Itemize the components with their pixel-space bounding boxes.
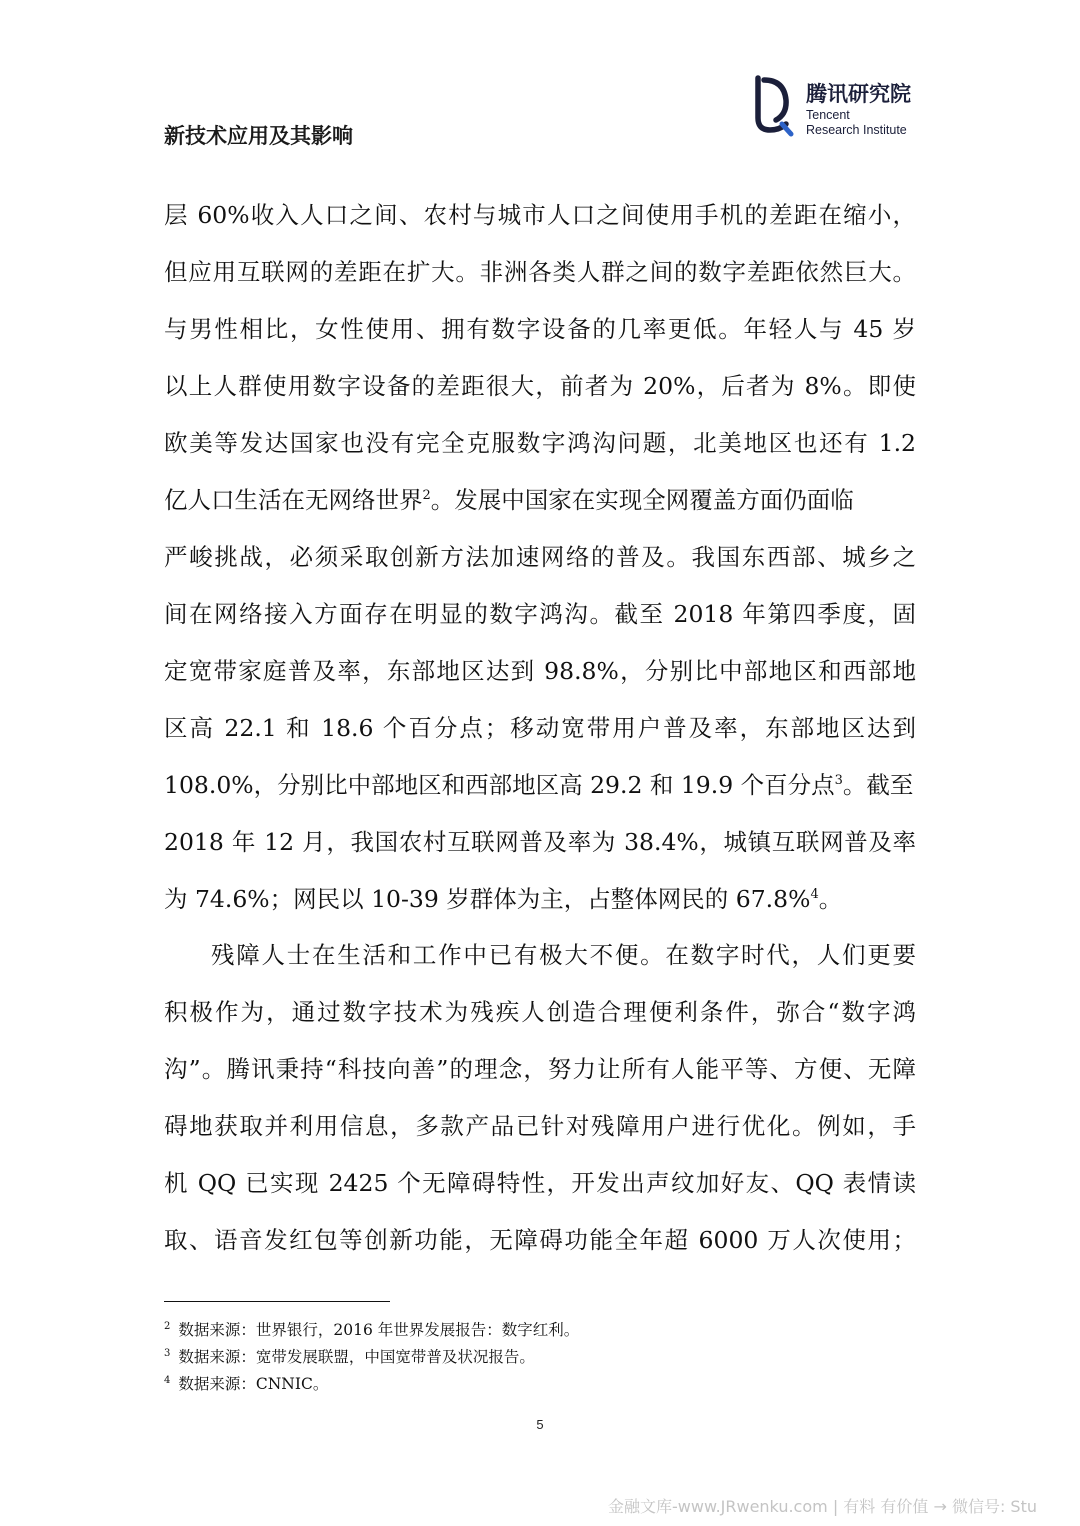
footnote-text: 数据来源：CNNIC。 [178, 1375, 329, 1393]
footnote-ref: 4 [810, 887, 819, 903]
footnote-ref: 3 [834, 773, 843, 789]
paragraph-line: 沟”。腾讯秉持“科技向善”的理念，努力让所有人能平等、方便、无障 [164, 1055, 916, 1083]
paragraph-line: 碍地获取并利用信息，多款产品已针对残障用户进行优化。例如，手 [164, 1112, 916, 1140]
paragraph-line: 严峻挑战，必须采取创新方法加速网络的普及。我国东西部、城乡之 [164, 543, 916, 571]
footnote-ref: 2 [422, 488, 431, 504]
paragraph-line [164, 485, 854, 515]
logo-name-chinese: 腾讯研究院 [806, 82, 911, 106]
paragraph-text: 。 [818, 885, 843, 913]
footnote-mark: 3 [164, 1347, 171, 1359]
paragraph-line: 机 QQ 已实现 2425 个无障碍特性，开发出声纹加好友、QQ 表情读 [164, 1169, 916, 1197]
footnote-mark: 4 [164, 1374, 171, 1386]
paragraph-text: 亿人口生活在无网络世界 [164, 486, 423, 514]
tencent-research-institute-logo [744, 74, 944, 140]
paragraph-line: 以上人群使用数字设备的差距很大，前者为 20%，后者为 8%。即使 [164, 372, 916, 400]
paragraph-line [164, 884, 842, 914]
watermark-text: 金融文库-www.JRwenku.com | 有料 有价值 → 微信号: Stu [608, 1497, 1038, 1516]
paragraph-line: 与男性相比，女性使用、拥有数字设备的几率更低。年轻人与 45 岁 [164, 315, 916, 343]
footnote [164, 1320, 579, 1340]
logo-name-english-line1: Tencent [806, 108, 850, 122]
footnote-separator [164, 1301, 390, 1302]
footnote [164, 1374, 328, 1394]
paragraph-line: 欧美等发达国家也没有完全克服数字鸿沟问题，北美地区也还有 1.2 [164, 429, 916, 457]
footnote [164, 1347, 535, 1367]
footnote-mark: 2 [164, 1320, 171, 1332]
footnote-text: 数据来源：世界银行，2016 年世界发展报告：数字红利。 [178, 1321, 580, 1339]
paragraph-line: 2018 年 12 月，我国农村互联网普及率为 38.4%，城镇互联网普及率 [164, 828, 916, 856]
document-header-title: 新技术应用及其影响 [164, 124, 353, 148]
paragraph-line: 残障人士在生活和工作中已有极大不便。在数字时代，人们更要 [211, 941, 916, 969]
footnote-text: 数据来源：宽带发展联盟，中国宽带普及状况报告。 [178, 1348, 535, 1366]
paragraph-line: 取、语音发红包等创新功能，无障碍功能全年超 6000 万人次使用； [164, 1226, 916, 1254]
paragraph-line: 但应用互联网的差距在扩大。非洲各类人群之间的数字差距依然巨大。 [164, 258, 916, 286]
paragraph-line: 间在网络接入方面存在明显的数字鸿沟。截至 2018 年第四季度，固 [164, 600, 916, 628]
paragraph-line: 区高 22.1 和 18.6 个百分点；移动宽带用户普及率，东部地区达到 [164, 714, 916, 742]
paragraph-text: 108.0%，分别比中部地区和西部地区高 29.2 和 19.9 个百分点 [164, 771, 835, 799]
tencent-research-institute-logo-icon [744, 74, 796, 138]
paragraph-text: 。截至 [842, 771, 914, 799]
paragraph-text: 为 74.6%；网民以 10-39 岁群体为主，占整体网民的 67.8% [164, 885, 811, 913]
paragraph-line: 积极作为，通过数字技术为残疾人创造合理便利条件，弥合“数字鸿 [164, 998, 916, 1026]
paragraph-line: 层 60%收入人口之间、农村与城市人口之间使用手机的差距在缩小， [164, 201, 916, 229]
logo-name-english-line2: Research Institute [806, 123, 907, 137]
paragraph-line [164, 770, 913, 800]
paragraph-text: 。发展中国家在实现全网覆盖方面仍面临 [430, 486, 854, 514]
paragraph-line: 定宽带家庭普及率，东部地区达到 98.8%，分别比中部地区和西部地 [164, 657, 916, 685]
page-number: 5 [536, 1417, 544, 1432]
